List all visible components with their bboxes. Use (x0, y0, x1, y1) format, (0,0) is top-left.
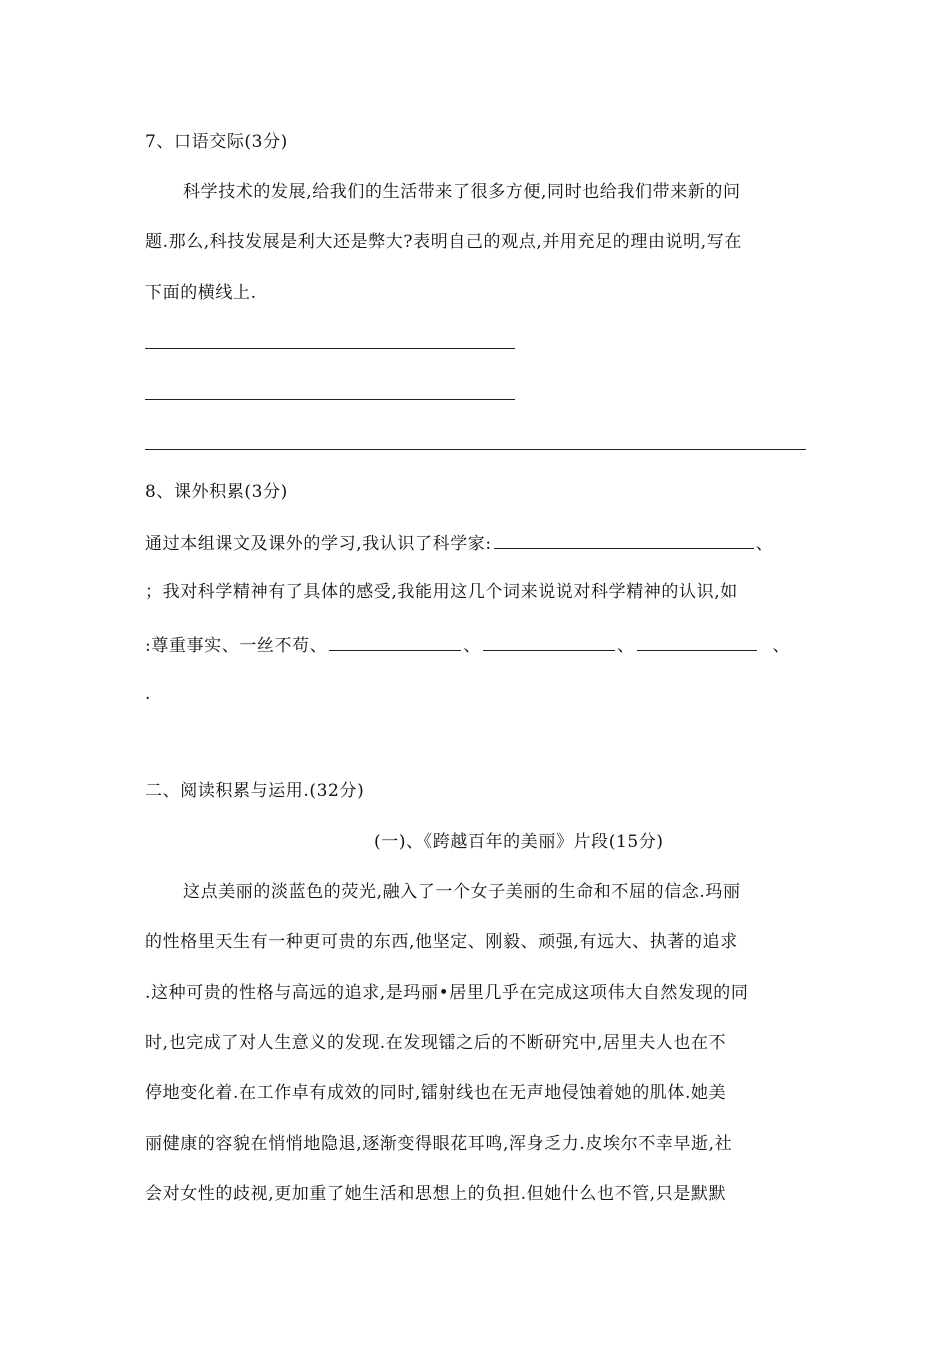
spirit-word-blank-2[interactable] (483, 632, 615, 651)
q8-line-3 (145, 632, 790, 658)
q8-line-1 (145, 530, 773, 556)
q7-heading: 7、口语交际(3分) (145, 132, 288, 152)
passage-line-1: 这点美丽的淡蓝色的荧光,融入了一个女子美丽的生命和不屈的信念.玛丽 (183, 882, 741, 902)
q8-line-1-text: 通过本组课文及课外的学习,我认识了科学家: (145, 534, 492, 554)
q8-sep-2: 、 (616, 636, 635, 656)
section2-subheading: (一)、《跨越百年的美丽》片段(15分) (374, 832, 664, 852)
q8-sep-3: 、 (772, 636, 791, 656)
q7-paragraph-line-2: 题.那么,科技发展是利大还是弊大?表明自己的观点,并用充足的理由说明,写在 (145, 232, 742, 252)
passage-line-3: .这种可贵的性格与高远的追求,是玛丽•居里几乎在完成这项伟大自然发现的同 (145, 983, 749, 1003)
answer-line-3[interactable] (145, 449, 806, 450)
passage-line-2: 的性格里天生有一种更可贵的东西,他坚定、刚毅、顽强,有远大、执著的追求 (145, 932, 738, 952)
q8-line-3-text: :尊重事实、一丝不苟、 (145, 636, 328, 656)
q8-line-4: . (145, 684, 152, 704)
passage-line-6: 丽健康的容貌在悄悄地隐退,逐渐变得眼花耳鸣,浑身乏力.皮埃尔不幸早逝,社 (145, 1134, 733, 1154)
answer-line-1[interactable] (145, 348, 515, 349)
q8-heading: 8、课外积累(3分) (145, 482, 288, 502)
spirit-word-blank-1[interactable] (329, 632, 461, 651)
q8-line-1-end: 、 (755, 534, 774, 554)
answer-line-2[interactable] (145, 399, 515, 400)
spirit-word-blank-3[interactable] (637, 632, 757, 651)
q7-paragraph-line-3: 下面的横线上. (145, 283, 257, 303)
q8-sep-1: 、 (463, 636, 481, 656)
q7-paragraph-line-1: 科学技术的发展,给我们的生活带来了很多方便,同时也给我们带来新的问 (183, 182, 741, 202)
passage-line-4: 时,也完成了对人生意义的发现.在发现镭之后的不断研究中,居里夫人也在不 (145, 1033, 727, 1053)
q8-line-2: ；我对科学精神有了具体的感受,我能用这几个词来说说对科学精神的认识,如 (145, 582, 738, 602)
scientist-blank[interactable] (494, 530, 754, 549)
section2-heading: 二、阅读积累与运用.(32分) (145, 781, 365, 801)
passage-line-5: 停地变化着.在工作卓有成效的同时,镭射线也在无声地侵蚀着她的肌体.她美 (145, 1083, 727, 1103)
passage-line-7: 会对女性的歧视,更加重了她生活和思想上的负担.但她什么也不管,只是默默 (145, 1184, 727, 1204)
